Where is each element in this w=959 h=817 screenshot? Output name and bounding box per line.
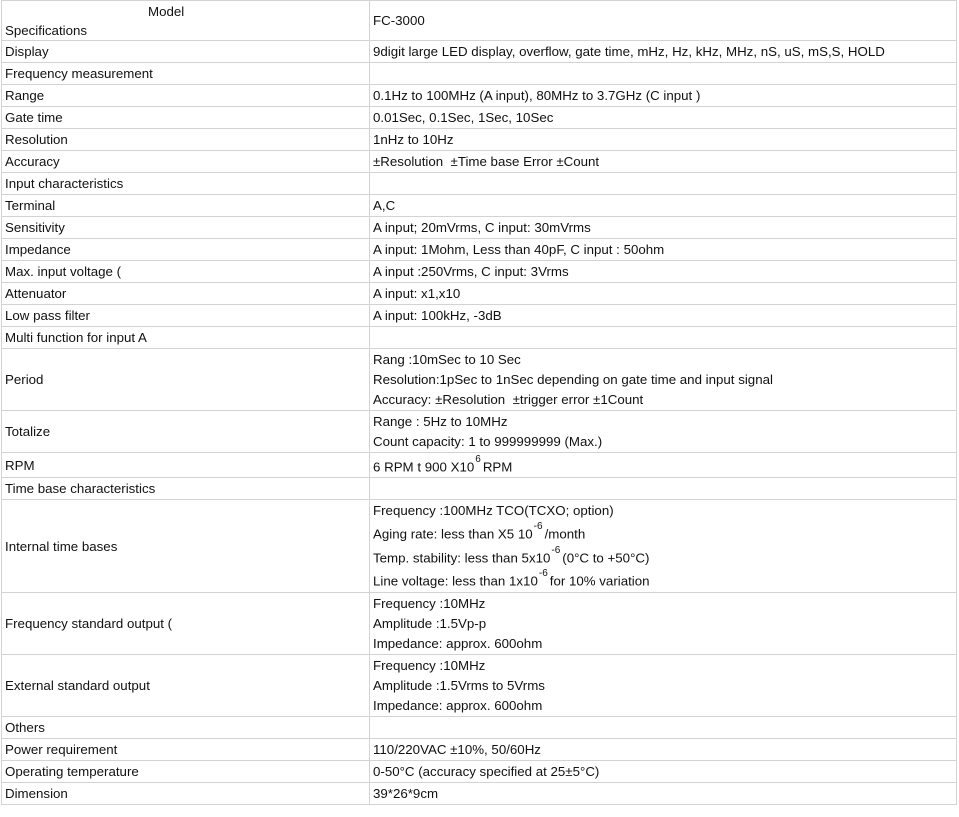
row-value: A input: 100kHz, -3dB	[370, 305, 957, 327]
section-empty	[370, 327, 957, 349]
table-row	[2, 305, 957, 327]
row-label: Operating temperature	[2, 760, 370, 782]
row-value: 110/220VAC ±10%, 50/60Hz	[370, 738, 957, 760]
section-empty	[370, 716, 957, 738]
row-value-multiline	[370, 592, 957, 654]
value-line: Frequency :10MHz	[373, 595, 486, 611]
row-value: 0.1Hz to 100MHz (A input), 80MHz to 3.7GHz (C input )	[370, 85, 957, 107]
section-empty	[370, 173, 957, 195]
table-row	[2, 239, 957, 261]
table-row	[2, 85, 957, 107]
aging-exponent: -6	[533, 521, 543, 533]
value-line: Amplitude :1.5Vrms to 5Vrms	[373, 677, 545, 693]
section-row	[2, 63, 957, 85]
table-row	[2, 349, 957, 411]
section-title: Frequency measurement	[2, 63, 370, 85]
table-row	[2, 782, 957, 804]
table-row	[2, 283, 957, 305]
row-label: Dimension	[2, 782, 370, 804]
aging-pre: Aging rate: less than X5 10	[373, 526, 533, 542]
row-label: Sensitivity	[2, 217, 370, 239]
table-row	[2, 411, 957, 453]
table-row	[2, 217, 957, 239]
row-label: Period	[2, 349, 370, 411]
row-label: Power requirement	[2, 738, 370, 760]
line-voltage-post: for 10% variation	[549, 573, 650, 589]
value-line: Count capacity: 1 to 999999999 (Max.)	[373, 434, 603, 449]
section-row	[2, 327, 957, 349]
temp-pre: Temp. stability: less than 5x10	[373, 550, 551, 566]
value-line: Frequency :100MHz TCO(TCXO; option)	[373, 503, 614, 519]
table-row	[2, 453, 957, 478]
aging-post: /month	[544, 526, 586, 542]
section-title: Others	[2, 716, 370, 738]
section-empty	[370, 63, 957, 85]
temp-post: (0°C to +50°C)	[562, 550, 650, 566]
row-label: Impedance	[2, 239, 370, 261]
row-value: 0.01Sec, 0.1Sec, 1Sec, 10Sec	[370, 107, 957, 129]
table-row	[2, 195, 957, 217]
value-line: Resolution:1pSec to 1nSec depending on gate time and input signal	[373, 372, 773, 387]
value-line: Amplitude :1.5Vp-p	[373, 615, 487, 631]
row-value: 0-50°C (accuracy specified at 25±5°C)	[370, 760, 957, 782]
row-value: A input: 1Mohm, Less than 40pF, C input : 50ohm	[370, 239, 957, 261]
row-label: Frequency standard output (	[2, 592, 370, 654]
value-line	[373, 545, 953, 568]
row-label: RPM	[2, 453, 370, 478]
table-row	[2, 41, 957, 63]
table-row	[2, 107, 957, 129]
line-voltage-exponent: -6	[538, 568, 548, 580]
row-label: Terminal	[2, 195, 370, 217]
row-value: A,C	[370, 195, 957, 217]
table-row	[2, 129, 957, 151]
row-label: Resolution	[2, 129, 370, 151]
row-label: Accuracy	[2, 151, 370, 173]
row-value: ±Resolution ±Time base Error ±Count	[370, 151, 957, 173]
rpm-value-post: RPM	[482, 459, 513, 475]
row-label: Internal time bases	[2, 500, 370, 592]
row-label: Attenuator	[2, 283, 370, 305]
value-line	[373, 568, 953, 591]
row-label: Gate time	[2, 107, 370, 129]
value-line: Impedance: approx. 600ohm	[373, 697, 543, 713]
section-row	[2, 478, 957, 500]
row-value	[370, 453, 957, 478]
row-value: A input: x1,x10	[370, 283, 957, 305]
table-row	[2, 760, 957, 782]
table-row	[2, 654, 957, 716]
value-line: Range : 5Hz to 10MHz	[373, 414, 508, 429]
line-voltage-pre: Line voltage: less than 1x10	[373, 573, 538, 589]
section-title: Multi function for input A	[2, 327, 370, 349]
rpm-exponent: 6	[475, 454, 481, 465]
row-value: 1nHz to 10Hz	[370, 129, 957, 151]
table-row	[2, 500, 957, 592]
table-row-header	[2, 1, 957, 41]
header-label-cell	[2, 1, 370, 41]
section-row	[2, 716, 957, 738]
rpm-value-pre: 6 RPM t 900 X10	[373, 459, 475, 475]
row-value: 39*26*9cm	[370, 782, 957, 804]
table-row	[2, 592, 957, 654]
value-line: Frequency :10MHz	[373, 657, 486, 673]
value-line: Impedance: approx. 600ohm	[373, 635, 543, 651]
row-label: Totalize	[2, 411, 370, 453]
value-line: Accuracy: ±Resolution ±trigger error ±1Count	[373, 392, 644, 407]
row-value: 9digit large LED display, overflow, gate time, mHz, Hz, kHz, MHz, nS, uS, mS,S, HOLD	[370, 41, 957, 63]
row-value-multiline	[370, 349, 957, 411]
temp-exponent: -6	[551, 544, 561, 556]
spec-table	[1, 0, 957, 805]
table-row	[2, 151, 957, 173]
row-value-multiline	[370, 654, 957, 716]
row-label: Display	[2, 41, 370, 63]
row-value-multiline	[370, 500, 957, 592]
row-label: Range	[2, 85, 370, 107]
table-row	[2, 738, 957, 760]
row-value: A input; 20mVrms, C input: 30mVrms	[370, 217, 957, 239]
specifications-label: Specifications	[5, 23, 88, 38]
row-value: A input :250Vrms, C input: 3Vrms	[370, 261, 957, 283]
row-label: Low pass filter	[2, 305, 370, 327]
value-line	[373, 521, 953, 544]
model-label: Model	[148, 4, 185, 19]
section-empty	[370, 478, 957, 500]
row-label: Max. input voltage (	[2, 261, 370, 283]
value-line: Rang :10mSec to 10 Sec	[373, 352, 521, 367]
row-label: External standard output	[2, 654, 370, 716]
section-row	[2, 173, 957, 195]
table-row	[2, 261, 957, 283]
section-title: Time base characteristics	[2, 478, 370, 500]
row-value-multiline	[370, 411, 957, 453]
model-value: FC-3000	[370, 1, 957, 41]
section-title: Input characteristics	[2, 173, 370, 195]
